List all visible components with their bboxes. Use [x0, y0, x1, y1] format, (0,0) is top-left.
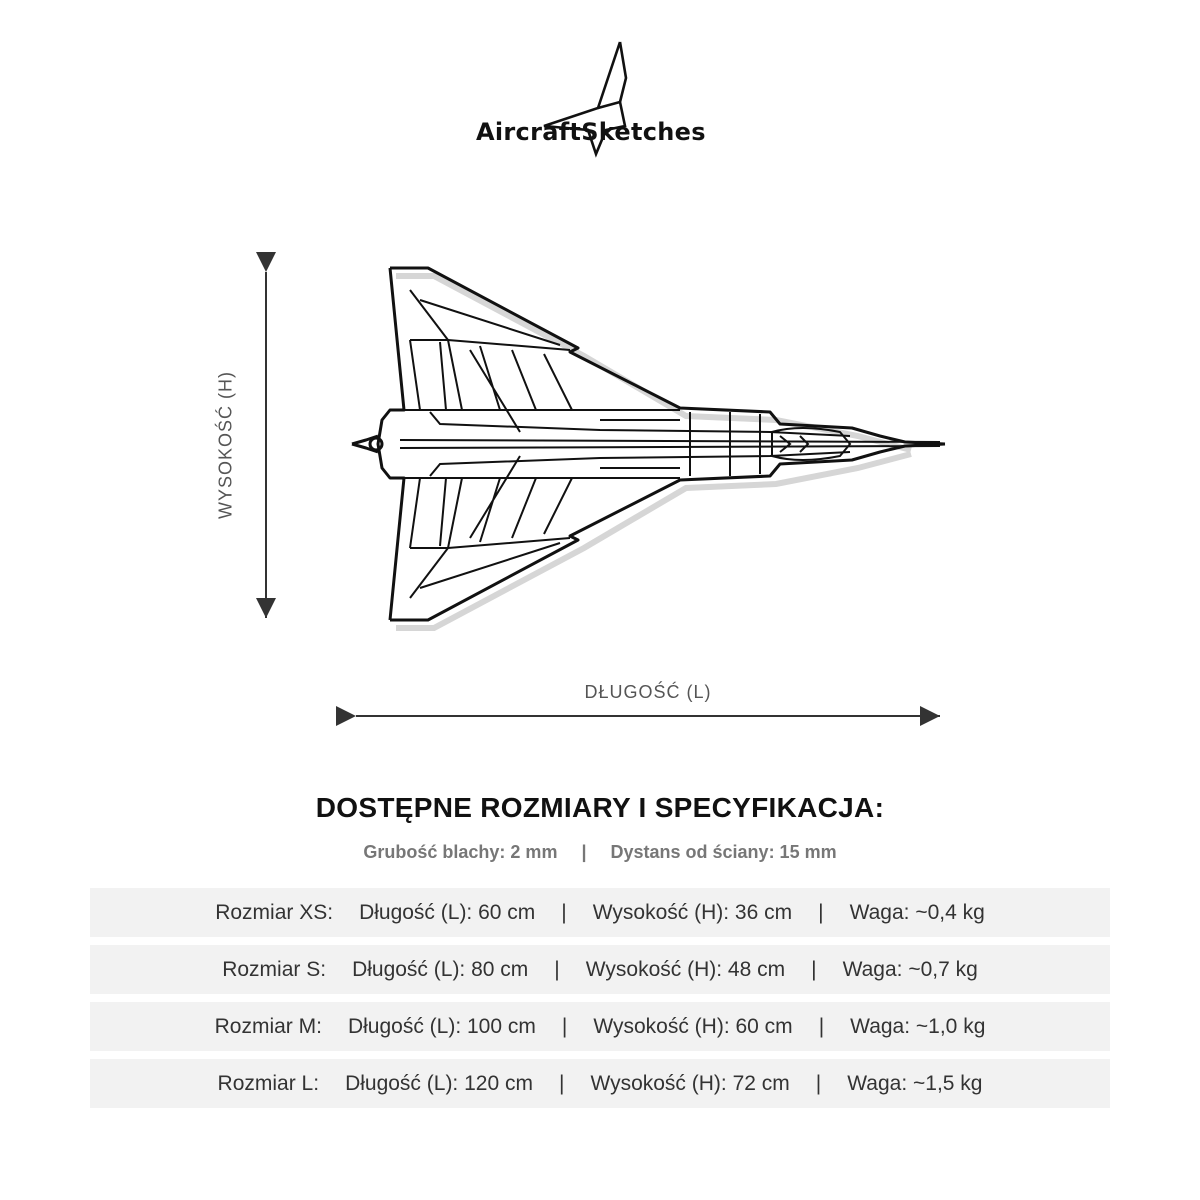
size-height: Wysokość (H): 36 cm: [592, 900, 793, 924]
size-weight: Waga: ~0,4 kg: [849, 900, 985, 924]
wall-distance: Dystans od ściany: 15 mm: [610, 842, 837, 862]
size-length: Długość (L): 60 cm: [359, 900, 536, 924]
size-name: Rozmiar S:: [222, 957, 327, 981]
size-length: Długość (L): 120 cm: [345, 1071, 533, 1095]
size-row-xs: [90, 888, 1110, 937]
separator: |: [818, 1014, 825, 1038]
delta-wing-jet-silhouette-icon: [352, 268, 945, 628]
separator: |: [815, 1071, 822, 1095]
sheet-thickness: Grubość blachy: 2 mm: [363, 842, 558, 862]
separator: |: [558, 1071, 565, 1095]
height-dimension-label: WYSOKOŚĆ (H): [215, 370, 236, 520]
size-row-l: [90, 1059, 1110, 1108]
separator: |: [581, 842, 587, 862]
size-name: Rozmiar L:: [217, 1071, 320, 1095]
separator: |: [811, 957, 817, 981]
size-weight: Waga: ~0,7 kg: [842, 957, 978, 981]
size-length: Długość (L): 80 cm: [352, 957, 529, 981]
size-weight: Waga: ~1,5 kg: [847, 1071, 983, 1095]
separator: |: [561, 900, 567, 924]
size-height: Wysokość (H): 48 cm: [585, 957, 786, 981]
separator: |: [561, 1014, 568, 1038]
size-weight: Waga: ~1,0 kg: [850, 1014, 986, 1038]
length-dimension-label: DŁUGOŚĆ (L): [584, 682, 712, 702]
brand-name: AircraftSketches: [476, 118, 706, 146]
size-name: Rozmiar XS:: [215, 900, 334, 924]
separator: |: [818, 900, 824, 924]
separator: |: [554, 957, 560, 981]
size-length: Długość (L): 100 cm: [347, 1014, 536, 1038]
specs-title: DOSTĘPNE ROZMIARY I SPECYFIKACJA:: [315, 792, 885, 823]
size-row-s: [90, 945, 1110, 994]
size-table: [90, 888, 1110, 1116]
specs-subtitle: [0, 842, 1200, 863]
size-height: Wysokość (H): 72 cm: [590, 1071, 790, 1095]
size-height: Wysokość (H): 60 cm: [593, 1014, 793, 1038]
size-row-m: [90, 1002, 1110, 1051]
size-name: Rozmiar M:: [214, 1014, 322, 1038]
